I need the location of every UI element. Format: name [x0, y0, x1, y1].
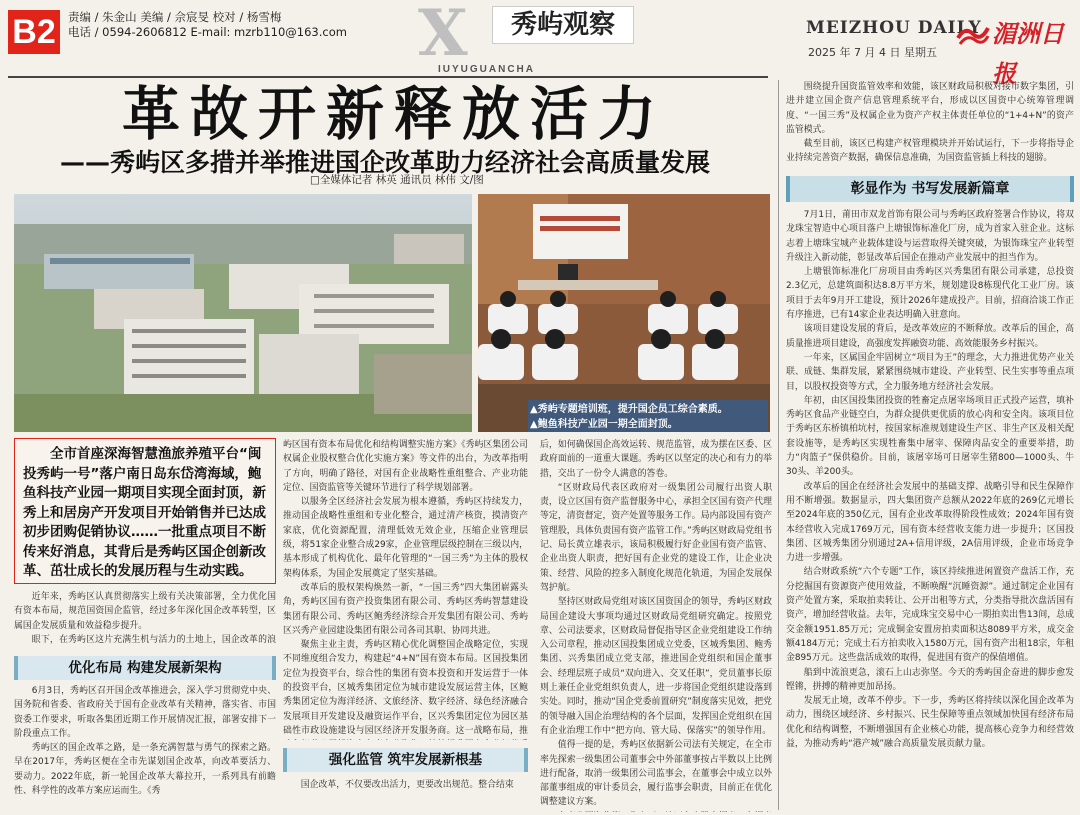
- col4-top: [786, 80, 1074, 170]
- editor-info: [68, 10, 347, 40]
- paragraph: 眼下，在秀屿区这片充满生机与活力的土地上，国企改革的浪: [31, 634, 276, 645]
- paragraph: “区财政局代表区政府对一级集团公司履行出资人职责，设立区国有资产监督服务中心，承担全区国有资产代理等定，清资督定，资产处置等服务工作。局内部设国有资产管理股，具体负责国有资产监管工作。”秀屿区财政局党组书记、局长黄立雄表示，该局积极履行好企业国有资产监管、企业出资人职责，把好国有企业党的建设工作，让企业决策、经营、风险的控多入制度化规范化轨道，为国企发展保驾护航。: [540, 482, 772, 593]
- col2-tail: [283, 778, 528, 810]
- paragraph: 6月3日，秀屿区召开国企改革推进会，深入学习贯彻党中央、国务院和省委、省政府关于国有企业改革有关精神，落实省、市国资委工作要求，听取各集团近期工作开展情况汇报，部署安排下一阶段重点工作。: [14, 686, 276, 739]
- paragraph: 一年来，区属国企牢固树立“项目为王”的理念，大力推进优势产业关联、成链、集群发展，紧紧围绕城市建设、产业转型、民生实事等重点项目，以股权投资等方式，全力服务地方经济社会发展。: [786, 352, 1074, 392]
- paragraph: 坚持区财政局党组对该区国资国企的领导，秀屿区财政局国企建设大事项均通过区财政局党组研究确定。按照党章、公司法要求，区财政局督促指导区企业党组建设工作纳入公司章程，推动区国投集团成立党委，区城秀集团、鲍秀集团、兴秀集团成立党支部，推进国企党组织和国企董事会、经理层班子成员“双向进入、交叉任职”，党员董事长原则上兼任企业党组织负责人，进一步将国企党组织建设落到实处。同时，推动“国企党委前置研究”制度落实见效，把党的领导融入国企治理结构的各个层面，发挥国企党组织在国有企业治理工作中“把方向、管大局、保落实”的领导作用。: [540, 597, 772, 736]
- caption-industrial-park: ▲鲍鱼科技产业园一期全面封顶。: [530, 419, 678, 430]
- column-divider: [778, 80, 779, 810]
- issue-date: 2025 年 7 月 4 日 星期五: [808, 46, 937, 59]
- paragraph: [540, 810, 772, 812]
- paragraph: 船到中流浪更急，滚石上山志弥坚。今天的秀屿国企奋进的脚步愈发铿锵，拼搏的精神更加昂扬。: [786, 667, 1074, 692]
- paragraph: 发展无止境，改革不停步。下一步，秀屿区将持续以深化国企改革为动力，围绕区域经济、乡村振兴、民生保障等重点领域加快国有经济布局优化和结构调整，不断增强国有企业核心功能，提高核心竞争力和经营效益，为推动秀屿“港产城”融合高质量发展贡献力量。: [786, 696, 1074, 749]
- photo-captions: [530, 402, 766, 432]
- logo-text: 湄洲日报: [992, 19, 1064, 88]
- subheadline: ——秀屿区多措并举推进国企改革助力经济社会高质量发展: [60, 148, 711, 177]
- col4-body: [786, 208, 1074, 812]
- paragraph: 聚焦主业主责，秀屿区精心优化调整国企战略定位，实现不同维度组合发力，构建起“4+N”国有资本布局。区国投集团定位为投资平台，综合性的集团有资本投资和开发运营于一体的投资平台，区城秀集团定位为城市建设发展运营主体，区鲍秀集团定位为海洋经济、文旅经济、数字经济、绿色经济融合发展项目开发建设及融资运作平台，区兴秀集团定位为园区基础性市政设施建设与园区经济开发服务商。这一战略布局，推: [283, 640, 528, 736]
- col2-body: [283, 438, 528, 740]
- paragraph: 7月1日，莆田市双龙首饰有限公司与秀屿区政府签署合作协议，将双龙珠宝智造中心项目落户上塘银饰标准化厂房，成为首家入驻企业。这标志着上塘珠宝城产业载体建设与运营取得关键突破，为银饰珠宝产业转型升级注入新动能，彰显改革后国企在推动产业发展中的担当作为。: [786, 210, 1074, 263]
- paragraph: 年初，由区国投集团投资的牲畜定点屠宰场项目正式投产运营，填补秀屿区食品产业链空白，为群众提供更优质的放心肉和安全肉。该项目位于秀屿区东桥镇柏坑村，按国家标准规划建设生产区、非生产区及相关配套设施等，是秀屿区实现牲畜集中屠宰、保障肉品安全的重要举措，助力“肉篮子”保供稳价。目前，该屠宰场可日屠宰生猪800—1000头、牛30头、羊200头。: [786, 395, 1074, 478]
- paper-logo: [956, 14, 1074, 88]
- logo-wave-icon: [956, 16, 990, 50]
- paragraph: 改革后的股权架构焕然一新，“一国三秀”四大集团崭露头角，秀屿区国有资产投资集团有限公司、秀屿区秀屿智慧建设集团有限公司、秀屿区鲍秀经济综合开发集团有限公司、秀屿区兴秀产业园建设集团有限公司各司其职、协同共进。: [283, 582, 528, 636]
- lead-paragraph: 全市首座深海智慧渔旅养殖平台“闽投秀屿一号”落户南日岛东岱湾海域，鲍鱼科技产业园一期项目实现全面封顶，新秀上和居房产开发项目开始销售并已达成初步团购促销协议……一批重点项目不断传来好消息，其背后是秀屿区国企创新改革、茁壮成长的发展历程与生动实践。: [14, 438, 276, 584]
- headline: 革故开新释放活力: [121, 80, 666, 148]
- contact-line: 电话 / 0594-2606812 E-mail: mzrb110@163.com: [68, 25, 347, 39]
- column-letter: X: [418, 0, 468, 71]
- col1-body: [14, 684, 276, 812]
- byline: □全媒体记者 林英 通讯员 林伟 文/图: [310, 174, 484, 186]
- paragraph: 结合财政系统“六个专题”工作，该区持续推进闲置资产盘活工作，充分挖掘国有资源资产使用效益，不断唤醒“沉睡资源”。通过制定企业国有资产处置方案，采取拍卖转让、公开出租等方式，分类指导批次盘活国有资产，增加经营收益。去年，完成珠宝交易中心一期拍卖出售13间，总成交金额1951.85万元；完成铜金安置房拍卖面积达8089平方米，成交金额4184万元；完成土石方拍卖收入1580万元，国有资产出租18宗，年租金895万元。这些盘活成效的取得，促进国有资产的保值增值。: [786, 567, 1074, 664]
- industrial-park-photo: [14, 194, 472, 432]
- paragraph: 国企改革，不仅要改出活力，更要改出规范。整合结束: [300, 780, 514, 790]
- paper-english-name: MEIZHOU DAILY: [806, 18, 982, 38]
- col3-body: [540, 438, 772, 812]
- paragraph: 屿区国有资本布局优化和结构调整实施方案》《秀屿区集团公司权属企业股权整合优化实施方案》等文件的出台，为改革指明了方向，明确了路径，对国有企业战略性重组整合、产业功能定位、国资监管等关键环节进行了科学规划部署。: [283, 440, 528, 493]
- paragraph: 围绕提升国资监管效率和效能，该区财政局积极对接市数字集团，引进并建立国企资产信息管理系统平台，形成以区国资中心统筹管理调度、“一国三秀”及权属企业为资产产权主体责任单位的“1+4+N”的资产监管模式。: [786, 82, 1074, 135]
- paragraph: 该项目建设发展的背后，是改革效应的不断释放。改革后的国企，高质量推进项目建设，高强度发挥融资功能、高效能服务乡村振兴。: [786, 324, 1074, 349]
- header-rule: [8, 76, 768, 78]
- section-heading-layout: 优化布局 构建发展新架构: [14, 656, 276, 680]
- training-session-photo: [478, 194, 770, 432]
- paragraph: 秀屿区的国企改革之路，是一条充满智慧与勇气的探索之路。早在2017年，秀屿区便在全市先谋划国企改革，向改革要活力、要动力。2022年底，新一轮国企改革大幕拉开，一系列具有前瞻性、科学性的改革方案应运而生。《秀: [14, 743, 276, 797]
- column-pinyin: IUYUGUANCHA: [438, 64, 535, 75]
- column-name: 秀屿观察: [492, 6, 634, 44]
- section-heading-supervision: 强化监管 筑牢发展新根基: [283, 748, 528, 772]
- paragraph: 以服务全区经济社会发展为根本遵循，秀屿区持续发力，推动国企战略性重组和专业化整合，通过清产核资，摸清资产家底，优化资源配置，清理低效无效企业，压缩企业管理层级，将51家企业整合成29家，企业管理层级控制在三级以内，基本形成了机构优化、最年化管理的“一国三秀”为主体的股权架构体系，为国企发展奠定了坚实基础。: [283, 497, 528, 579]
- section-heading-achievement: 彰显作为 书写发展新篇章: [786, 176, 1074, 202]
- caption-training: ▲秀屿专题培训班，提升国企员工综合素质。: [530, 404, 728, 415]
- col1-intro: [14, 590, 276, 648]
- page-number-badge: B2: [8, 10, 60, 54]
- paragraph: 值得一提的是，秀屿区依据新公司法有关规定，在全市率先探索一级集团公司董事会中外部董事按占半数以上比例进行配备，取消一级集团公司监事会，在董事会中成立以外部董事组成的审计委员会，履行监事会职责，目前正在优化调整建议方案。: [540, 740, 772, 808]
- paragraph: 后，如何确保国企高效运转、规范监管，成为摆在区委、区政府面前的一道重大课题。秀屿区以坚定的决心和有力的举措，交出了一份令人满意的答卷。: [540, 440, 772, 479]
- paragraph: 改革后的国企在经济社会发展中的基础支撑、战略引导和民生保障作用不断增强。数据显示，四大集团资产总额从2022年底的269亿元增长至2024年底的350亿元，国有企业改革取得阶段性成效；2024年国有资本经营收入完成1769万元，国有资本经营收支能力进一步提升；区国投集团、区城秀集团分别通过2A+信用评级，2A信用评级，企业市场竞争力进一步增强。: [786, 481, 1074, 564]
- editors-line: 责编 / 朱金山 美编 / 佘宸旻 校对 / 杨雪梅: [68, 10, 282, 24]
- paragraph: 截至目前，该区已构建产权管理模块并开始试运行，下一步将指导企业持续完善资产数据，确保信息准确，为国资监管插上科技的翅膀。: [786, 139, 1074, 164]
- paragraph: 近年来，秀屿区认真贯彻落实上级有关决策部署，全力优化国有资本布局，规范国资国企监管，经过多年深化国企改革转型，区属国企发展质量和效益稳步提升。: [14, 592, 276, 631]
- paragraph: 上塘银饰标准化厂房项目由秀屿区兴秀集团有限公司承建，总投资2.3亿元，总建筑面积达8.8万平方米，规划建设8栋现代化工业厂房。该项目于去年9月开工建设，预计2026年建成投产。目前，招商洽谈工作正有序推进，已有14家企业表达明确入驻意向。: [786, 267, 1074, 321]
